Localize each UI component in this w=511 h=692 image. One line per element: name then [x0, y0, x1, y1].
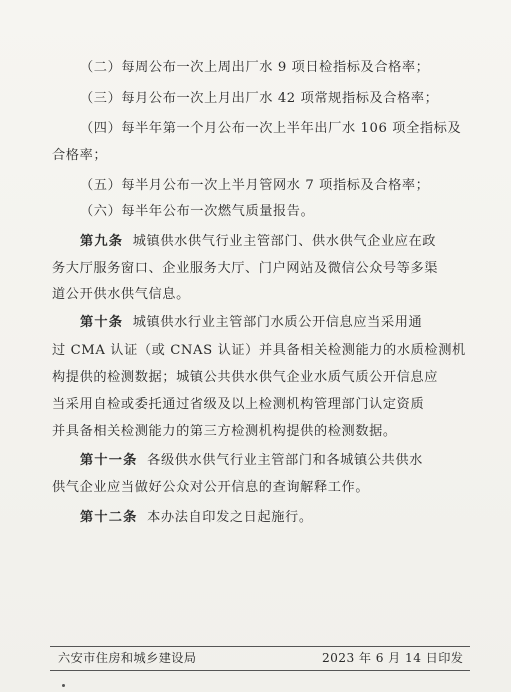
footer-bottom-rule [50, 670, 470, 671]
article-11-title: 第十一条 [80, 453, 138, 468]
item-4: （四）每半年第一个月公布一次上半年出厂水 106 项全指标及 [80, 121, 462, 136]
article-11-line-2: 供气企业应当做好公众对公开信息的查询解释工作。 [52, 480, 370, 495]
item-6: （六）每半年公布一次燃气质量报告。 [80, 204, 315, 219]
article-9-title: 第九条 [80, 234, 124, 249]
item-2: （二）每周公布一次上周出厂水 9 项日检指标及合格率； [80, 60, 430, 75]
article-10-line-3: 构提供的检测数据；城镇公共供水供气企业水质气质公开信息应 [52, 370, 439, 385]
article-12-title: 第十二条 [80, 510, 138, 525]
article-11-text: 各级供水供气行业主管部门和各城镇公共供水 [147, 453, 423, 468]
page-mark [62, 684, 65, 687]
item-3: （三）每月公布一次上月出厂水 42 项常规指标及合格率； [80, 91, 439, 106]
article-10-line-2: 过 CMA 认证（或 CNAS 认证）并具备相关检测能力的水质检测机 [52, 343, 466, 358]
footer-date: 2023 年 6 月 14 日印发 [322, 651, 464, 665]
item-4-continuation: 合格率； [52, 148, 108, 163]
article-12-line-1 [0, 508, 511, 528]
article-9-line-2: 务大厅服务窗口、企业服务大厅、门户网站及微信公众号等多渠 [52, 261, 439, 276]
article-11-line-1 [0, 451, 511, 471]
item-5: （五）每半月公布一次上半月管网水 7 项指标及合格率； [80, 178, 430, 193]
article-9-line-3: 道公开供水供气信息。 [52, 287, 190, 302]
article-9-line-1 [0, 232, 511, 252]
article-10-line-5: 并具备相关检测能力的第三方检测机构提供的检测数据。 [52, 424, 397, 439]
article-12-text: 本办法自印发之日起施行。 [147, 510, 313, 525]
article-10-title: 第十条 [80, 315, 124, 330]
article-10-text: 城镇供水行业主管部门水质公开信息应当采用通 [132, 315, 423, 330]
article-10-line-4: 当采用自检或委托通过省级及以上检测机构管理部门认定资质 [52, 397, 425, 412]
article-10-line-1 [0, 313, 511, 333]
footer-issuer: 六安市住房和城乡建设局 [58, 651, 197, 665]
article-9-text: 城镇供水供气行业主管部门、供水供气企业应在政 [132, 234, 437, 249]
footer-top-rule [50, 646, 470, 647]
